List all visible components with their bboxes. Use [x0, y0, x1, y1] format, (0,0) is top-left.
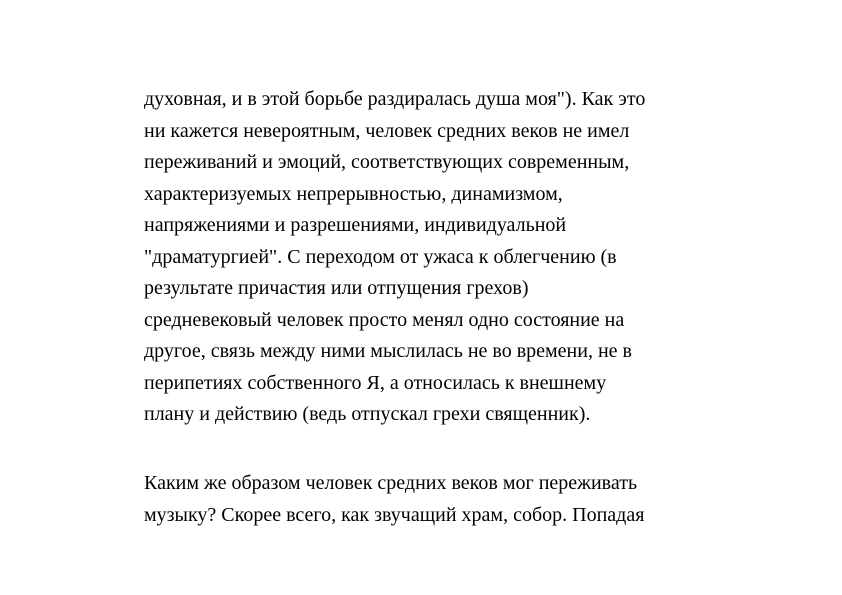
paragraph-2: [144, 468, 644, 531]
paragraph-line: напряжениями и разрешениями, индивидуальной: [144, 214, 567, 236]
paragraph-line: средневековый человек просто менял одно состояние на: [144, 308, 625, 331]
paragraph-line: музыку? Скорее всего, как звучащий храм, собор. Попадая: [144, 503, 645, 526]
paragraph-line: Каким же образом человек средних веков мог переживать: [144, 472, 638, 494]
paragraph-line: ни кажется невероятным, человек средних веков не имел: [144, 119, 630, 142]
paragraph-line: характеризуемых непрерывностью, динамизмом,: [144, 182, 563, 205]
paragraph-1: [144, 84, 645, 431]
paragraph-line: другое, связь между ними мыслилась не во времени, не в: [144, 340, 632, 362]
paragraph-line: плану и действию (ведь отпускал грехи священник).: [144, 403, 591, 425]
paragraph-line: духовная, и в этой борьбе раздиралась душа моя"). Как это: [144, 88, 646, 110]
paragraph-line: перипетиях собственного Я, а относилась к внешнему: [144, 371, 607, 394]
paragraph-line: переживаний и эмоций, соответствующих современным,: [144, 151, 630, 173]
paragraph-line: "драматургией". С переходом от ужаса к облегчению (в: [144, 245, 617, 268]
paragraph-line: результате причастия или отпущения грехов): [144, 277, 529, 299]
